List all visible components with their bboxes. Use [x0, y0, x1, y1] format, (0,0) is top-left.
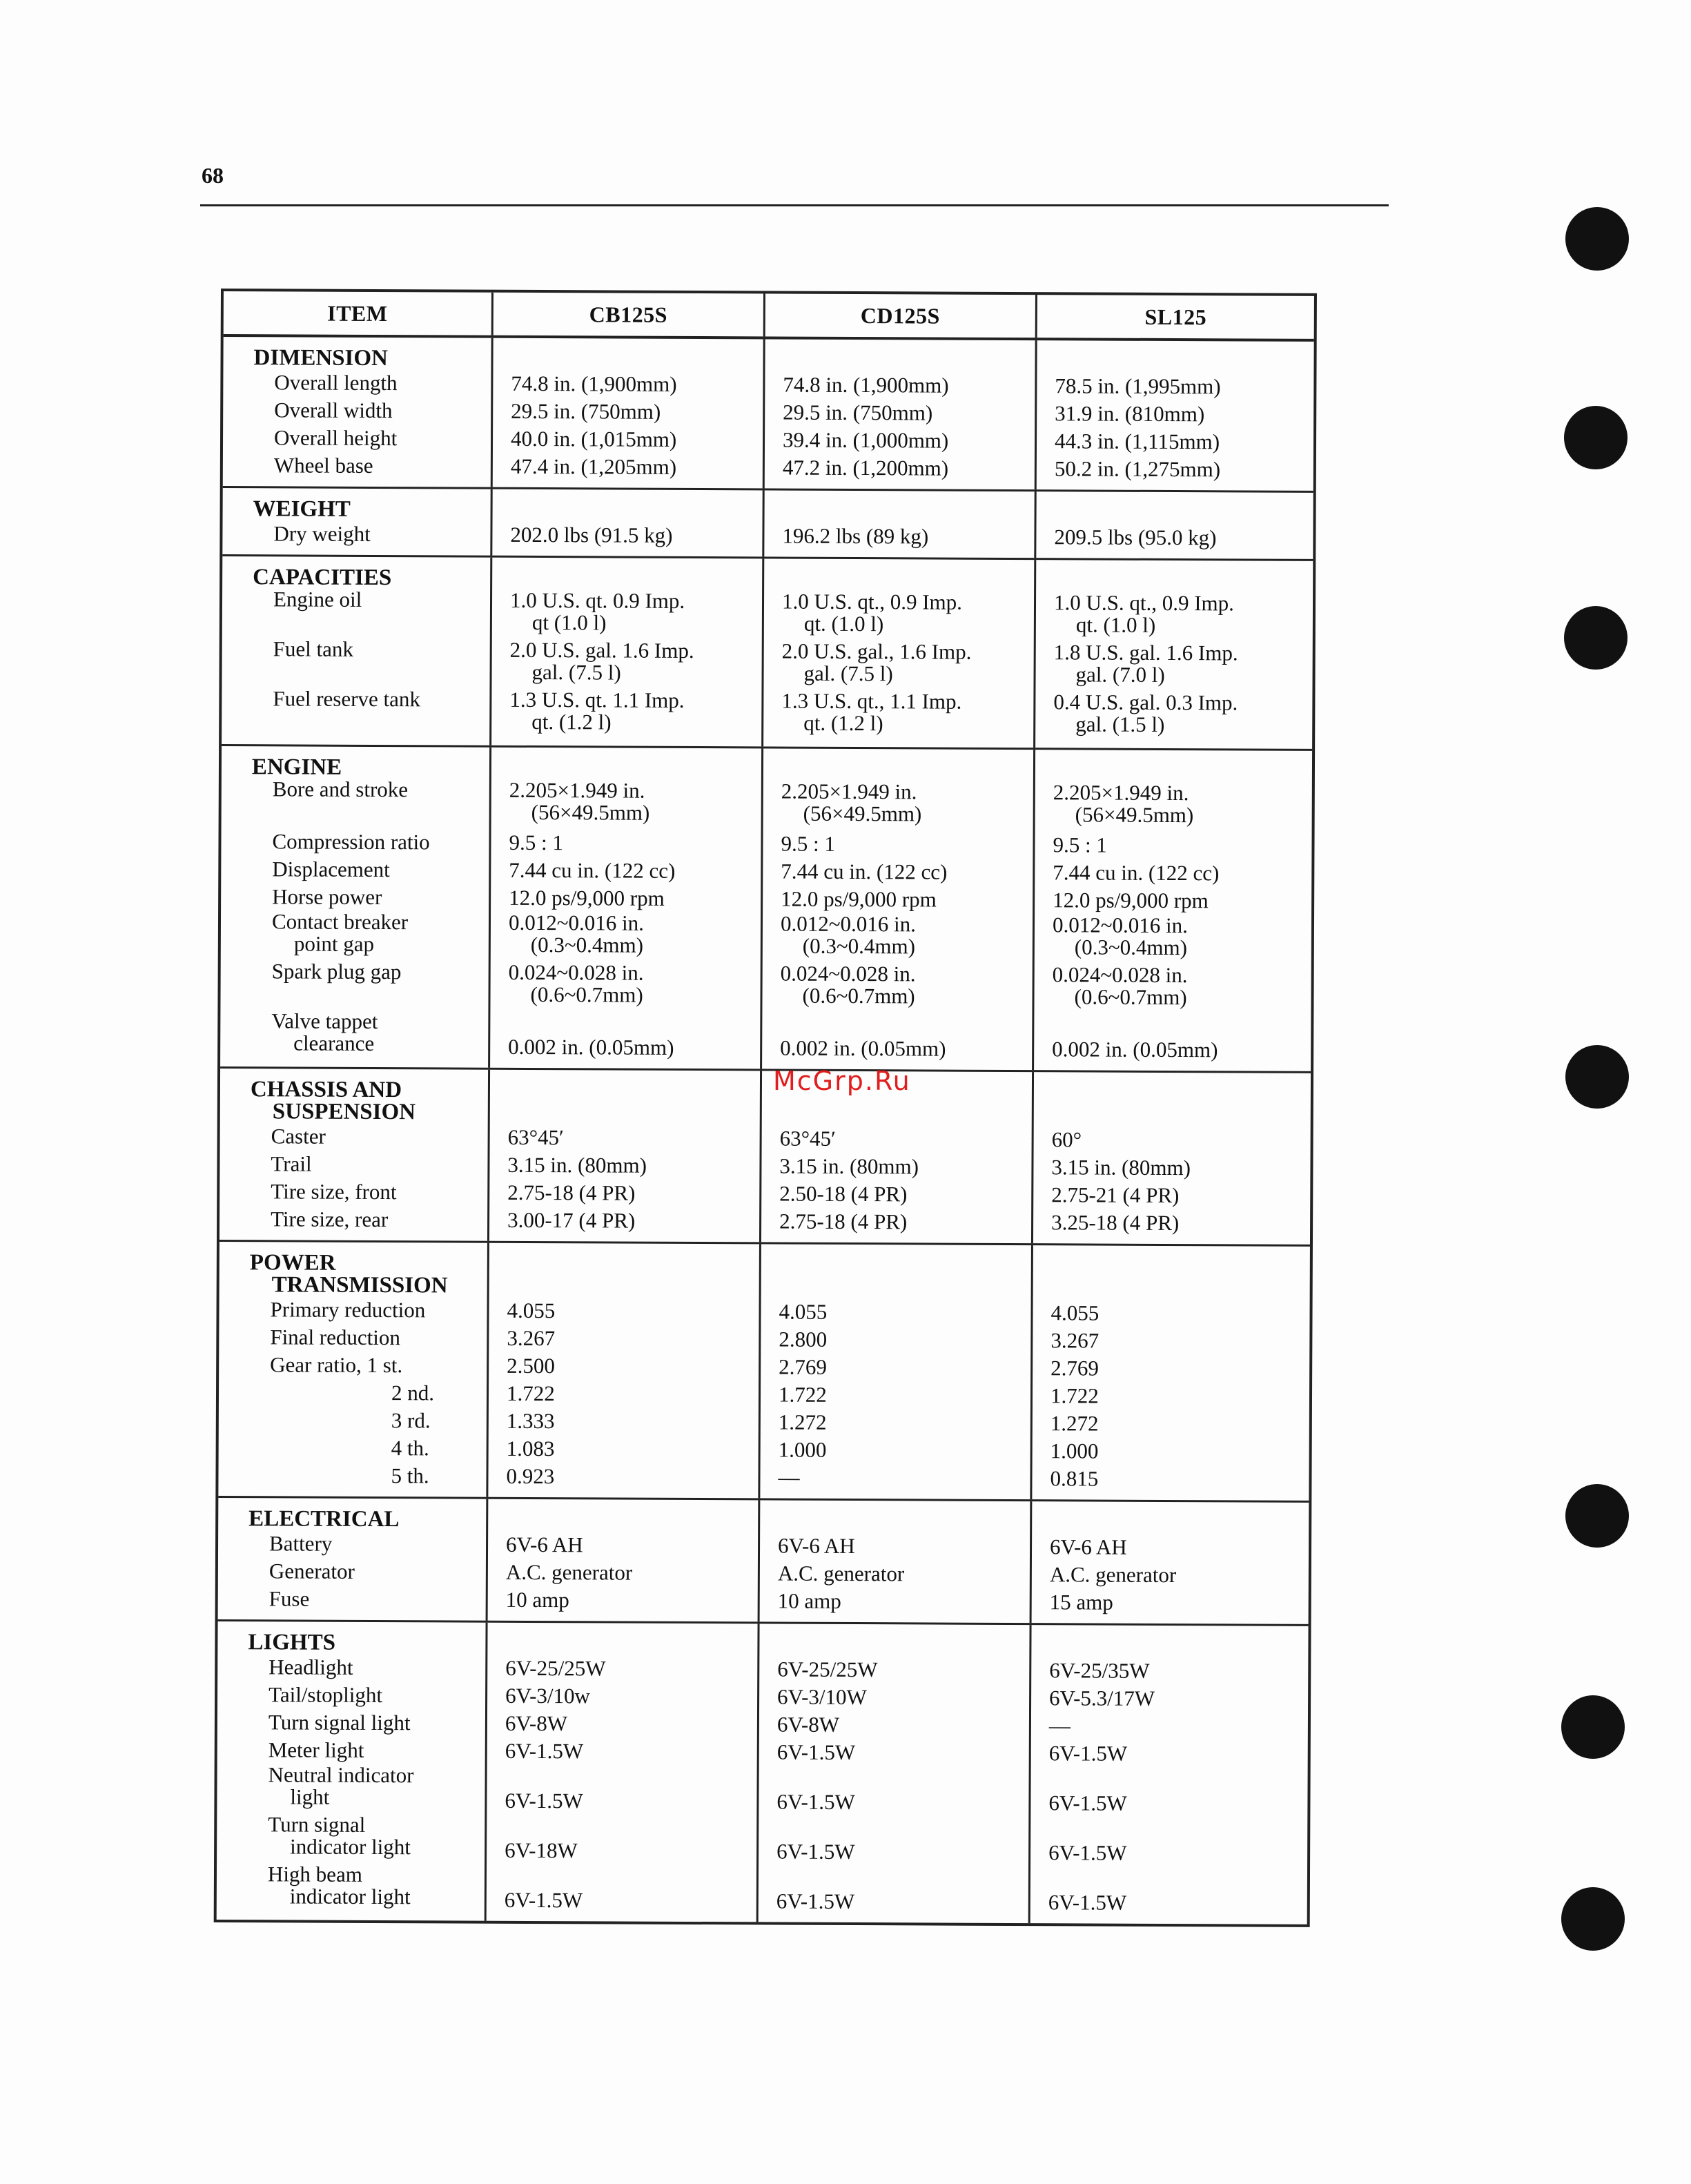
- row-label: Gear ratio, 1 st.: [270, 1352, 403, 1378]
- row-label: Displacement: [272, 857, 390, 882]
- row-value: 9.5 : 1: [1053, 832, 1107, 857]
- row-label: [251, 960, 488, 1011]
- column-sl125: [1035, 340, 1314, 491]
- row-value: 3.25-18 (4 PR): [1051, 1210, 1180, 1236]
- column-sl125: [1031, 1072, 1311, 1245]
- column-cd125s: [760, 748, 1033, 1070]
- section-title-continued: SUSPENSION: [272, 1099, 416, 1125]
- row-value: [1053, 781, 1312, 832]
- section-title: CAPACITIES: [253, 565, 392, 591]
- row-value-line: 2.205×1.949 in.: [781, 779, 917, 804]
- row-value-continued: (0.3~0.4mm): [802, 933, 916, 959]
- binder-hole-1: [1565, 207, 1629, 271]
- row-label: Meter light: [268, 1737, 364, 1762]
- binder-hole-6: [1561, 1695, 1625, 1759]
- row-value-continued: (0.6~0.7mm): [1074, 984, 1187, 1010]
- section-weight: [222, 488, 1313, 561]
- binder-hole-4: [1565, 1045, 1629, 1109]
- column-item: [220, 746, 489, 1068]
- row-value: 1.083: [506, 1436, 555, 1461]
- row-value: 60°: [1051, 1127, 1082, 1152]
- column-cb125s: [487, 1070, 760, 1242]
- row-value: [509, 639, 761, 690]
- header-sl125: SL125: [1035, 295, 1314, 339]
- row-value-line: 0.012~0.016 in.: [508, 910, 644, 935]
- row-label: Wheel base: [273, 453, 373, 478]
- binder-hole-7: [1561, 1887, 1625, 1951]
- column-item: [219, 1069, 488, 1241]
- row-value: [781, 638, 1033, 692]
- row-value-continued: (0.3~0.4mm): [530, 932, 644, 957]
- row-label-line: Spark plug gap: [271, 959, 402, 984]
- row-value: 9.5 : 1: [781, 831, 835, 856]
- row-label: Horse power: [272, 884, 382, 910]
- row-value-line: 0.024~0.028 in.: [1052, 962, 1188, 988]
- row-label-line: Turn signal: [268, 1812, 366, 1837]
- row-label: [247, 1813, 485, 1864]
- row-value: [1048, 1767, 1307, 1818]
- row-value: [1054, 592, 1313, 643]
- row-label: [247, 1764, 485, 1815]
- column-cd125s: [762, 490, 1034, 558]
- row-value-line: 1.0 U.S. qt., 0.9 Imp.: [781, 589, 963, 614]
- section-capacities: [222, 556, 1313, 751]
- row-value: [505, 1864, 756, 1915]
- row-value: [509, 779, 761, 830]
- row-label-continued: indicator light: [290, 1834, 411, 1860]
- row-value: 2.500: [507, 1353, 556, 1378]
- row-label: [252, 778, 489, 829]
- row-value: 6V-8W: [776, 1712, 840, 1737]
- column-cd125s: [758, 1244, 1031, 1499]
- page-number: 68: [202, 163, 224, 188]
- column-sl125: [1034, 491, 1313, 559]
- column-sl125: [1028, 1625, 1309, 1924]
- row-value-continued: (56×49.5mm): [1075, 802, 1194, 828]
- row-value: 4.055: [779, 1299, 828, 1324]
- row-value: 3.00-17 (4 PR): [507, 1207, 636, 1233]
- row-value: 6V-25/35W: [1049, 1658, 1150, 1683]
- row-value-line: 1.3 U.S. qt., 1.1 Imp.: [781, 688, 962, 714]
- row-value: [780, 963, 1032, 1014]
- row-label-line: Neutral indicator: [268, 1762, 414, 1788]
- column-item: [217, 1621, 486, 1921]
- row-value: 4.055: [507, 1298, 556, 1323]
- binder-hole-5: [1565, 1484, 1629, 1548]
- watermark: McGrp.Ru: [773, 1066, 911, 1096]
- row-value: 6V-3/10w: [505, 1683, 591, 1708]
- row-value: 3.15 in. (80mm): [779, 1153, 919, 1179]
- section-title: ELECTRICAL: [248, 1506, 400, 1532]
- row-value: 1.722: [778, 1382, 827, 1407]
- table-header-row: [224, 291, 1314, 342]
- row-value-line: 6V-1.5W: [1048, 1840, 1127, 1865]
- row-value-continued: gal. (7.0 l): [1075, 662, 1165, 687]
- row-value-continued: qt (1.0 l): [531, 610, 607, 635]
- row-label: Caster: [271, 1124, 326, 1149]
- row-value-line: 6V-1.5W: [505, 1788, 583, 1813]
- row-value-line: 1.3 U.S. qt. 1.1 Imp.: [509, 687, 685, 712]
- row-value: 12.0 ps/9,000 rpm: [1053, 888, 1209, 913]
- row-value: [780, 1013, 1032, 1064]
- row-value: [782, 591, 1034, 642]
- row-value-line: 6V-1.5W: [776, 1839, 855, 1864]
- row-value-line: 1.0 U.S. qt. 0.9 Imp.: [509, 587, 685, 613]
- row-value: 0.815: [1050, 1466, 1099, 1491]
- section-title: WEIGHT: [253, 496, 351, 522]
- row-label: Overall height: [273, 425, 398, 451]
- row-value: —: [778, 1465, 800, 1490]
- row-value-line: 0.002 in. (0.05mm): [780, 1035, 946, 1061]
- row-label-continued: clearance: [293, 1031, 375, 1055]
- binder-hole-3: [1564, 606, 1628, 670]
- row-label: Tire size, front: [271, 1179, 397, 1205]
- row-value: 29.5 in. (750mm): [783, 400, 933, 425]
- section-title: LIGHTS: [248, 1630, 336, 1655]
- row-value: [505, 1815, 756, 1866]
- row-value: [781, 690, 1033, 741]
- row-value: 7.44 cu in. (122 cc): [781, 859, 948, 884]
- row-value: A.C. generator: [1049, 1562, 1177, 1588]
- column-cb125s: [490, 489, 762, 557]
- row-value: 2.75-21 (4 PR): [1051, 1182, 1180, 1208]
- row-value: 12.0 ps/9,000 rpm: [781, 886, 937, 912]
- row-label: Final reduction: [270, 1325, 400, 1350]
- row-value-line: 0.4 U.S. gal. 0.3 Imp.: [1053, 690, 1238, 715]
- row-value-line: 2.0 U.S. gal. 1.6 Imp.: [509, 637, 694, 663]
- row-value: 63°45′: [779, 1126, 836, 1151]
- header-cb125s: CB125S: [491, 293, 763, 337]
- row-label: Primary reduction: [270, 1297, 426, 1323]
- row-value: 50.2 in. (1,275mm): [1054, 456, 1221, 482]
- row-value-continued: (0.3~0.4mm): [1074, 935, 1188, 960]
- row-value: 63°45′: [507, 1124, 564, 1150]
- row-label: Overall width: [274, 398, 393, 423]
- row-value: 78.5 in. (1,995mm): [1055, 373, 1221, 399]
- row-label: Fuse: [268, 1586, 310, 1611]
- row-label: 2 nd.: [391, 1381, 435, 1405]
- row-value: 39.4 in. (1,000mm): [782, 427, 949, 453]
- row-label-line: High beam: [267, 1862, 362, 1886]
- row-label-continued: light: [290, 1784, 330, 1809]
- row-value: [1048, 1866, 1307, 1918]
- column-cd125s: [763, 339, 1035, 489]
- column-cb125s: [486, 1243, 759, 1499]
- row-label-line: Fuel reserve tank: [273, 686, 420, 712]
- row-value: 15 amp: [1049, 1590, 1113, 1615]
- row-value: 6V-8W: [505, 1710, 568, 1736]
- section-title: POWER: [249, 1250, 336, 1276]
- row-value: 12.0 ps/9,000 rpm: [509, 885, 665, 910]
- section-chassis-and: [219, 1069, 1311, 1247]
- section-dimension: [223, 337, 1314, 493]
- row-value-line: 6V-1.5W: [1048, 1791, 1127, 1815]
- row-value: [505, 1765, 756, 1816]
- row-label: Compression ratio: [272, 829, 430, 855]
- column-cb125s: [488, 748, 761, 1069]
- section-electrical: [218, 1498, 1309, 1626]
- row-label: Overall length: [274, 370, 398, 396]
- row-label-line: Valve tappet: [271, 1008, 378, 1034]
- row-value: [508, 1011, 760, 1062]
- column-sl125: [1033, 560, 1313, 749]
- row-value: 74.8 in. (1,900mm): [511, 371, 677, 396]
- row-value: 3.267: [1050, 1328, 1099, 1353]
- row-value-line: 2.0 U.S. gal., 1.6 Imp.: [781, 638, 972, 664]
- row-value: 1.722: [506, 1381, 555, 1406]
- row-value: 6V-6 AH: [1049, 1534, 1127, 1559]
- column-sl125: [1030, 1245, 1310, 1501]
- column-cd125s: [761, 558, 1034, 748]
- row-value: [776, 1816, 1028, 1867]
- column-item: [222, 488, 490, 556]
- row-value-line: 1.8 U.S. gal. 1.6 Imp.: [1053, 640, 1238, 665]
- section-lights: [217, 1621, 1309, 1924]
- row-value: 29.5 in. (750mm): [511, 398, 661, 424]
- row-label: Battery: [268, 1531, 333, 1556]
- row-value-line: 0.024~0.028 in.: [508, 959, 644, 985]
- row-value: [781, 913, 1033, 964]
- row-value: 6V-6 AH: [777, 1533, 855, 1559]
- column-sl125: [1030, 1501, 1309, 1624]
- row-value: 2.769: [779, 1354, 828, 1379]
- row-value-line: 6V-1.5W: [776, 1889, 855, 1914]
- row-value-continued: qt. (1.2 l): [803, 710, 883, 736]
- section-title: ENGINE: [251, 754, 342, 780]
- row-label: Turn signal light: [268, 1710, 411, 1735]
- row-value: [1053, 641, 1312, 692]
- section-power: [218, 1242, 1310, 1503]
- row-value: [781, 781, 1033, 832]
- row-value-continued: gal. (1.5 l): [1075, 712, 1165, 737]
- row-value: 2.50-18 (4 PR): [779, 1181, 908, 1207]
- row-value-line: 1.0 U.S. qt., 0.9 Imp.: [1053, 590, 1235, 616]
- row-label-line: Contact breaker: [271, 909, 409, 935]
- row-value-continued: (56×49.5mm): [531, 799, 650, 825]
- row-label-continued: indicator light: [289, 1884, 411, 1909]
- specifications-table: [214, 289, 1317, 1927]
- row-value-line: 6V-18W: [505, 1837, 578, 1863]
- row-value-continued: gal. (7.5 l): [803, 661, 893, 686]
- column-item: [218, 1242, 487, 1497]
- row-value: 6V-6 AH: [505, 1532, 583, 1557]
- row-value: [510, 589, 762, 641]
- column-cb125s: [485, 1623, 758, 1922]
- row-value: [776, 1766, 1028, 1817]
- row-label-line: Bore and stroke: [272, 777, 409, 802]
- row-value: 31.9 in. (810mm): [1055, 401, 1205, 427]
- row-label: Headlight: [268, 1655, 353, 1679]
- column-item: [223, 337, 491, 487]
- row-value: 3.15 in. (80mm): [1051, 1155, 1191, 1180]
- row-value-line: 0.012~0.016 in.: [1052, 913, 1188, 938]
- row-label: 3 rd.: [391, 1408, 431, 1433]
- row-value: 209.5 lbs (95.0 kg): [1054, 525, 1217, 550]
- row-value: [509, 912, 761, 963]
- row-value: [1052, 964, 1311, 1015]
- column-cb125s: [491, 338, 763, 489]
- row-value: 6V-3/10W: [777, 1684, 867, 1710]
- section-title-continued: TRANSMISSION: [271, 1272, 448, 1298]
- row-value: 74.8 in. (1,900mm): [783, 372, 949, 398]
- row-value: 3.15 in. (80mm): [507, 1152, 647, 1178]
- row-value: A.C. generator: [505, 1559, 633, 1585]
- row-value: 0.923: [506, 1463, 555, 1489]
- column-cd125s: [759, 1071, 1032, 1243]
- column-item: [222, 556, 490, 745]
- row-value: 1.272: [1050, 1411, 1099, 1436]
- row-label: Generator: [268, 1559, 355, 1583]
- row-label: Trail: [271, 1151, 312, 1176]
- header-item: ITEM: [327, 300, 388, 326]
- row-value: [776, 1866, 1028, 1917]
- row-value: —: [1048, 1713, 1071, 1738]
- row-value: 1.722: [1050, 1383, 1099, 1408]
- row-value: 10 amp: [777, 1588, 841, 1613]
- row-label: [252, 638, 489, 689]
- row-value: 6V-5.3/17W: [1049, 1686, 1155, 1710]
- row-value: 2.769: [1050, 1356, 1099, 1381]
- row-value: [1053, 691, 1312, 742]
- section-title: CHASSIS AND: [250, 1077, 402, 1103]
- row-label: 4 th.: [391, 1436, 429, 1461]
- row-value: 9.5 : 1: [509, 830, 563, 855]
- row-value-continued: qt. (1.0 l): [803, 611, 884, 636]
- row-value-continued: (0.6~0.7mm): [530, 982, 643, 1007]
- row-label-line: Fuel tank: [273, 636, 354, 661]
- row-value-continued: (56×49.5mm): [803, 801, 922, 826]
- row-value: [509, 689, 761, 740]
- row-value: 44.3 in. (1,115mm): [1054, 429, 1220, 454]
- row-value-line: 6V-1.5W: [776, 1789, 855, 1815]
- row-value: 40.0 in. (1,015mm): [510, 426, 677, 451]
- row-value-continued: qt. (1.2 l): [531, 709, 612, 734]
- row-value: 2.75-18 (4 PR): [779, 1209, 908, 1234]
- column-cd125s: [758, 1500, 1030, 1623]
- column-cb125s: [489, 558, 762, 747]
- row-value: 47.4 in. (1,205mm): [510, 454, 677, 479]
- row-label: [252, 688, 489, 739]
- section-title: DIMENSION: [253, 345, 388, 371]
- row-label: Tail/stoplight: [268, 1682, 383, 1708]
- row-label: 5 th.: [391, 1463, 429, 1488]
- row-value: 6V-25/25W: [505, 1655, 606, 1681]
- row-value: 2.75-18 (4 PR): [507, 1180, 636, 1205]
- row-value: [1053, 914, 1311, 965]
- row-value-line: 6V-1.5W: [1048, 1890, 1127, 1915]
- column-item: [218, 1498, 487, 1621]
- row-value-line: 2.205×1.949 in.: [509, 777, 645, 803]
- row-label-continued: point gap: [293, 931, 375, 956]
- row-value: [1048, 1817, 1307, 1868]
- row-value: A.C. generator: [777, 1561, 905, 1586]
- row-value: 3.267: [507, 1325, 556, 1351]
- column-cb125s: [486, 1499, 759, 1622]
- row-value: 7.44 cu in. (122 cc): [509, 857, 676, 883]
- row-value: 196.2 lbs (89 kg): [782, 523, 929, 549]
- row-value: 7.44 cu in. (122 cc): [1053, 860, 1220, 886]
- row-value: 10 amp: [505, 1587, 569, 1612]
- section-engine: [220, 746, 1312, 1073]
- row-value: 6V-1.5W: [505, 1738, 584, 1764]
- row-label: [251, 1010, 488, 1061]
- row-value-line: 0.012~0.016 in.: [780, 911, 916, 937]
- header-rule: [200, 204, 1389, 206]
- row-value: 4.055: [1050, 1300, 1099, 1325]
- row-value-continued: gal. (7.5 l): [531, 659, 621, 685]
- row-value: 1.333: [506, 1408, 555, 1434]
- binder-hole-2: [1564, 406, 1628, 469]
- row-value-line: 0.002 in. (0.05mm): [508, 1034, 674, 1060]
- row-value: 1.000: [778, 1437, 827, 1462]
- row-value: 47.2 in. (1,200mm): [782, 455, 949, 480]
- row-value-line: 6V-1.5W: [504, 1887, 583, 1913]
- row-value: 6V-25/25W: [777, 1657, 878, 1682]
- row-label: [251, 910, 489, 962]
- row-label-line: Engine oil: [273, 587, 362, 612]
- header-cd125s: CD125S: [763, 293, 1035, 338]
- row-value: 1.000: [1050, 1439, 1099, 1463]
- row-value-line: 0.024~0.028 in.: [780, 961, 916, 986]
- row-label: [253, 588, 490, 639]
- row-value: [508, 959, 760, 1013]
- row-value-continued: qt. (1.0 l): [1075, 612, 1156, 637]
- row-value-line: 2.205×1.949 in.: [1053, 780, 1189, 806]
- row-label: Tire size, rear: [271, 1207, 389, 1232]
- row-value-line: 0.002 in. (0.05mm): [1052, 1037, 1218, 1062]
- row-label: [247, 1863, 485, 1914]
- row-value: 2.800: [779, 1327, 828, 1352]
- column-cd125s: [756, 1624, 1030, 1923]
- row-label: Dry weight: [273, 521, 371, 546]
- row-value-continued: (0.6~0.7mm): [802, 983, 915, 1008]
- row-value: 6V-1.5W: [1048, 1741, 1128, 1766]
- row-value: 6V-1.5W: [776, 1739, 856, 1765]
- row-value: 202.0 lbs (91.5 kg): [510, 522, 673, 547]
- row-value: [1052, 1013, 1311, 1064]
- column-sl125: [1032, 750, 1312, 1071]
- row-value: 1.272: [778, 1410, 827, 1434]
